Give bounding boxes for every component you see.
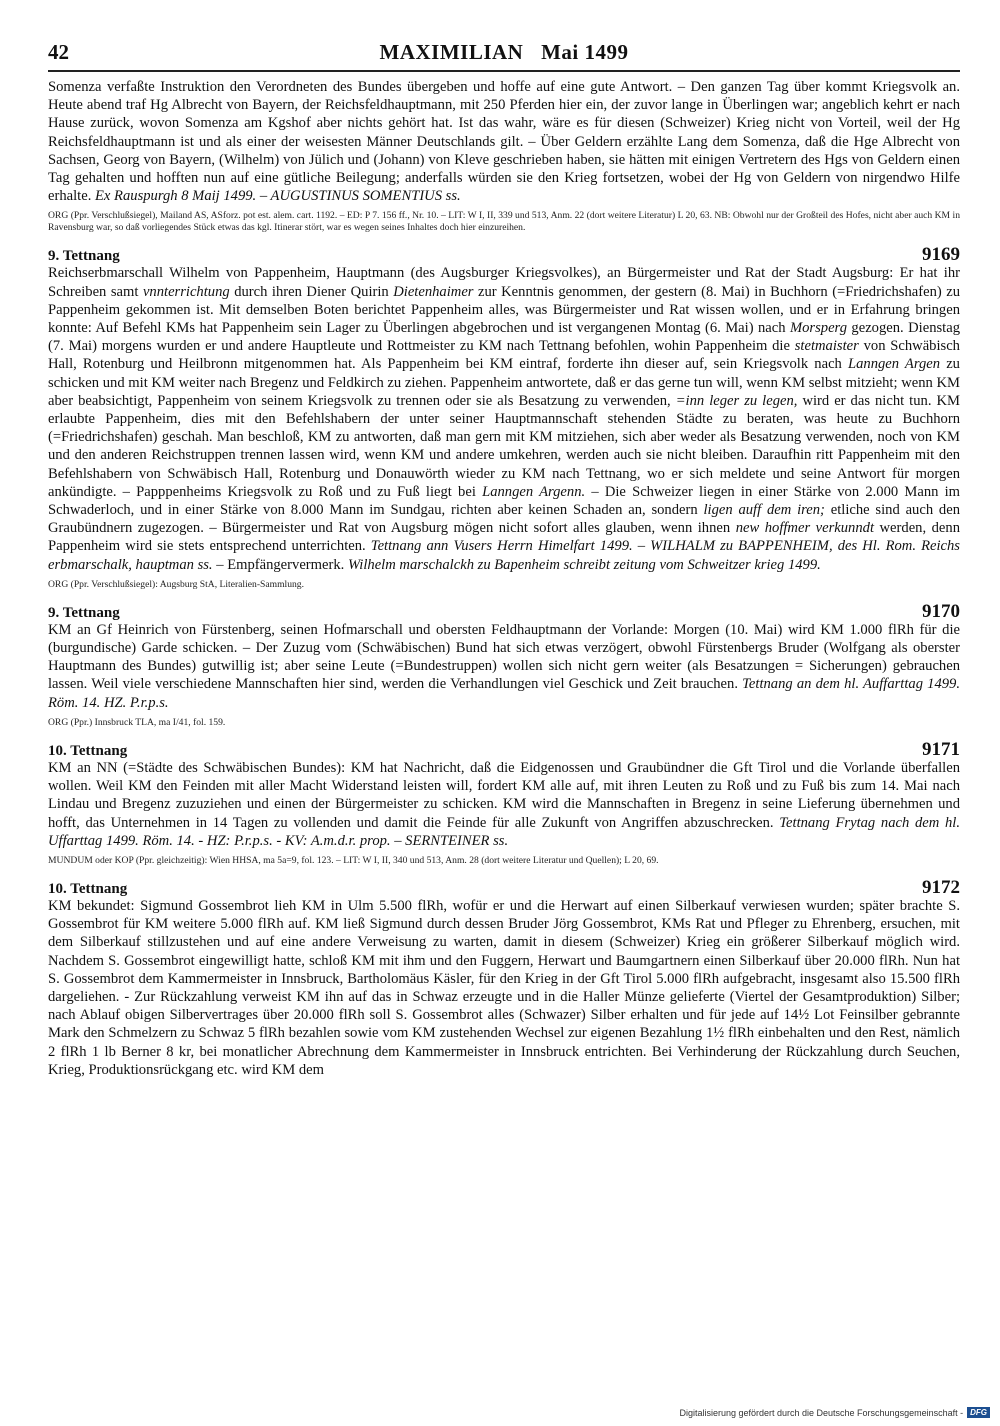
entry — [48, 244, 960, 590]
entry-text-segment: – Empfängervermerk. — [212, 556, 348, 573]
entry-text-segment: zu schicken und mit KM weiter nach Bregenz und Feldkirch zu ziehen. Pappenheim antwortete, daß er das gerne tun will, wenn KM selbst mitzieht; wenn KM aber beabsichtigt, Pappenheim von seinem Kriegsvolk zu trennen oder sie als Besatzung zu verwenden, — [48, 356, 960, 409]
entry-text-italic: Lanngen Argen — [847, 356, 941, 373]
entry-text-italic: Tettnang Frytag nach dem hl. Uffarttag 1499. Röm. 14. - HZ: P.r.p.s. - KV: A.m.d.r. prop. – SERNTEINER ss. — [48, 814, 960, 849]
entry-place-date: 9. Tettnang — [48, 248, 120, 265]
footer — [679, 1407, 990, 1418]
running-title — [48, 40, 960, 65]
entry — [48, 601, 960, 729]
entry-text-segment: wird er das nicht tun. KM erlaubte Pappenheim, dies mit den Befehlshabern der unter seiner Hauptmannschaft stehenden Städte zu beraten, was heute zu Buchhorn (=Friedrichshafen) geschah. Man beschloß, KM zu antworten, daß man gern mit KM mitziehen, sich aber weder als Besatzung verwenden, noch von KM und den anderen Reichstruppen trennen lassen wird, wenn KM und andere umkehren, werden auch sie nicht bleiben. Daraufhin ritt Pappenheim mit den Befehlshabern von Schwäbisch Hall, Rotenburg und Donauwörth wieder zu KM nach Tettnang, wo er sich meldete und seine Antwort für morgen ankündigte. – Papppenheims Kriegsvolk zu Roß und zu Fuß liegt bei — [48, 392, 961, 500]
footer-text: Digitalisierung gefördert durch die Deutsche Forschungsgemeinschaft - — [679, 1407, 964, 1418]
entry-text — [48, 621, 960, 712]
entry — [48, 877, 960, 1079]
running-header — [48, 40, 960, 72]
entry-place-date: 10. Tettnang — [48, 742, 128, 759]
entry-text-italic: Dietenhaimer — [393, 283, 474, 300]
entry-heading — [48, 244, 960, 264]
page-number: 42 — [48, 40, 69, 64]
entry-text-segment: KM an NN (=Städte des Schwäbischen Bundes): KM hat Nachricht, daß die Eidgenossen und Graubündner die Gft Tirol und die Vorlande überfallen wollen. Weil KM den Feinden mit aller Macht Widerstand leisten will, fordert KM alle auf, mit ihren Leuten zu Roß und zu Fuß bis zum 14. Mai nach Lindau und Bregenz zuzuziehen und einen der Bürgermeister zu schicken. KM wird die Mannschaften in Bregenz in seine Lieferung übernehmen und hofft, das Unternehmen in 14 Tagen zu vollenden und damit die Feinde für alle Zukunft von Angriffen abzuschrecken. — [48, 759, 960, 831]
entry-place-date: 9. Tettnang — [48, 604, 120, 621]
dfg-logo: DFG — [967, 1407, 990, 1418]
entry-text-segment: zur Kenntnis genommen, der gestern (8. Mai) in Buchhorn (=Friedrichshafen) zu Pappenheim gekommen ist. Mit demselben Boten berichtet Pappenheim alles, was Bürgermeister und Rat wissen wollen, und er in Erfahrung bringen konnte: Auf Befehl KMs hat Pappenheim sein Lager zu Überlingen abgebrochen und ist vergangenen Montag (6. Mai) nach — [48, 283, 961, 337]
entry-number: 9170 — [922, 600, 960, 622]
intro-paragraph — [48, 78, 960, 205]
entry-text-italic: Tettnang ann Vusers Herrn Himelfart 1499. – WILHALM zu BAPPENHEIM, des Hl. Rom. Reichs erbmarschalk, hauptman ss. — [48, 538, 960, 573]
entry-text-segment: etliche sind auch den Graubündnern zugezogen. – Bürgermeister und Rat von Augsburg mögen nicht sofort alles glauben, wenn ihnen — [48, 502, 961, 537]
entry-text-italic: ligen auff dem iren; — [703, 502, 825, 519]
entry-number: 9172 — [922, 876, 960, 898]
entry-text — [48, 264, 960, 573]
entry-heading — [48, 739, 960, 759]
header-name: MAXIMILIAN — [379, 40, 524, 64]
entry-heading — [48, 877, 960, 897]
entry-text — [48, 759, 960, 850]
entry-text-segment: – Die Schweizer liegen in einer Stärke von 2.000 Mann im Schwaderloch, und in einer Stärke von 8.000 Mann im Sundgau, richten aber keinen Schaden an, sondern — [48, 483, 961, 519]
entry-text-segment: durch ihren Diener Quirin — [229, 283, 394, 300]
entry-text-italic: vnnterrichtung — [142, 283, 230, 300]
entry-text-italic: stetmaister — [794, 338, 859, 355]
entry-text — [48, 897, 960, 1079]
intro-text: Somenza verfaßte Instruktion den Verordneten des Bundes übergeben und hoffe auf eine gute Antwort. – Den ganzen Tag über kommt Kriegsvolk an. Heute abend traf Hg Albrecht von Bayern, der Reichsfeldhauptmann, mit 250 Pferden hier ein, der zuvor lange in Überlingen war; angeblich kehrt er nach Hause zurück, wovon Somenza am Kgshof aber nichts gehört hat. Ist das wahr, wäre es für diesen (Schweizer) Krieg nicht von Vorteil, weil der Hg Reichsfeldhauptmann ist und als einer der weisesten Männer Deutschlands gilt. – Über Geldern erzählte Lang dem Somenza, daß die Hge Albrecht von Sachsen, Georg von Bayern, (Wilhelm) von Jülich und (Johann) von Kleve geschrieben haben, sie hätten mit einigen Vertretern des Hgs von Geldern einen Tag gehalten und hofften nun auf eine gütliche Beilegung; anderfalls würden sie den Krieg fortsetzen, wobei der Hg von Geldern von nirgendwo Hilfe erhalte. — [48, 79, 960, 205]
entry-heading — [48, 601, 960, 621]
entries-list — [48, 244, 960, 1079]
entry-text-segment: KM an Gf Heinrich von Fürstenberg, seinen Hofmarschall und obersten Feldhauptmann der Vorlande: Morgen (10. Mai) wird KM 1.000 flRh für die (burgundische) Garde schicken. – Der Zuzug vom (Schwäbischen) Bund hat sich etwas verzögert, obwohl Fürstenbergs Bruder (Wolfgang als oberster Hauptmann des Bundes) gutwillig ist; aber seine Leute (=Bundestruppen) wollen sich nicht gern weiter (als Besatzungen = Sicherungen) gebrauchen lassen. Weil viele verschiedene Mannschaften hier sind, werden die Verhandlungen viel Geschick und Zeit brauchen. — [48, 621, 960, 693]
entry-number: 9169 — [922, 244, 960, 266]
entry-note: ORG (Ppr. Verschlußsiegel): Augsburg StA, Literalien-Sammlung. — [48, 578, 304, 590]
entry-text-segment: KM bekundet: Sigmund Gossembrot lieh KM in Ulm 5.500 flRh, wofür er und die Herwart auf einen Silberkauf verwiesen wurden; später brachte S. Gossembrot für KM weitere 5.000 flRh auf. KM ließ Sigmund durch dessen Bruder Jörg Gossembrot, KMs Rat und Pfleger zu Ehrenberg, ersuchen, mit dem Silberkauf stillzustehen und auf eine andere Verweisung zu warten, damit in diesem (Schweizer) Krieg ein größerer Silberkauf möglich wird. Nachdem S. Gossembrot eingewilligt hatte, schloß KM mit ihm und den Fuggern, Herwart und Baumgartnern einen Silberkauf über 20.000 flRh. Nun hat S. Gossembrot dem Kammermeister in Innsbruck, Bartholomäus Käsler, für den Krieg in der Gft Tirol 5.000 flRh aufgebracht, insgesamt also 15.500 flRh dargeliehen. - Zur Rückzahlung verweist KM ihn auf das in Schwaz erzeugte und in die Haller Münze gelieferte (Viertel der Gesamtproduktion) Silber; nach Ablauf obigen Silbervertrages über 20.000 flRh soll S. Gossembrot alles (Schwazer) Silber erhalten und für jede auf 14½ Lot Feinsilber gebrannte Mark den Schmelzern zu Schwaz 5 flRh bezahlen sowie vom KM zustehenden Wechsel zur eigenen Bezahlung 1½ flRh einbehalten und den Rest, nämlich 2 flRh 1 lb Berner 8 kr, bei monatlicher Abrechnung dem Kammermeister in Innsbruck entrichten. Bei Verhinderung der Rückzahlung durch Seuchen, Krieg, Produktionsrückgang etc. wird KM dem — [48, 897, 960, 1078]
entry-place-date: 10. Tettnang — [48, 880, 128, 897]
entry-text-segment: gezogen. Dienstag (7. Mai) morgens wurden er und andere Hauptleute und Rottmeister zu KM nach Tettnang befohlen, wohin Pappenheim die — [48, 320, 960, 355]
intro-note: ORG (Ppr. Verschlußsiegel), Mailand AS, ASforz. pot est. alem. cart. 1192. – ED: P 7. 156 ff., Nr. 10. – LIT: W I, II, 339 und 513, Anm. 22 (dort weitere Literatur) L 20, 63. NB: Obwohl nur der Großteil des Hofes, nicht aber auch KM in Ravensburg war, so daß vorliegendes Stück etwas das kgl. Itinerar stört, war es wegen seines Inhaltes doch hier einzureihen. — [48, 210, 960, 234]
intro-signature: Ex Rauspurgh 8 Maij 1499. – AUGUSTINUS SOMENTIUS ss. — [95, 188, 461, 205]
page — [48, 40, 960, 1079]
entry-note: MUNDUM oder KOP (Ppr. gleichzeitig): Wien HHSA, ma 5a=9, fol. 123. – LIT: W I, II, 340 und 513, Anm. 28 (dort weitere Literatur und Quellen); L 20, 69. — [48, 854, 659, 866]
entry-number: 9171 — [922, 738, 960, 760]
entry-text-italic: Tettnang an dem hl. Auffarttag 1499. Röm. 14. HZ. P.r.p.s. — [48, 676, 960, 711]
entry-note: ORG (Ppr.) Innsbruck TLA, ma I/41, fol. 159. — [48, 716, 226, 728]
header-date: Mai 1499 — [541, 40, 629, 64]
entry-text-italic: =inn leger zu legen, — [675, 392, 798, 409]
entry-text-italic: Morsperg — [789, 320, 847, 337]
entry-text-italic: new hoffmer verkunndt — [735, 520, 874, 537]
entry-text-segment: werden, denn Pappenheim wird sie stets entsprechend unterrichten. — [48, 520, 960, 555]
entry — [48, 739, 960, 867]
entry-text-segment: von Schwäbisch Hall, Rotenburg und Heilbronn mitgenommen hat. Als Pappenheim bei KM eintraf, forderte ihn dieser auf, sein Kriegsvolk nach — [48, 338, 960, 373]
entry-text-segment: Reichserbmarschall Wilhelm von Pappenheim, Hauptmann (des Augsburger Kriegsvolkes), an Bürgermeister und Rat der Stadt Augsburg: Er hat ihr Schreiben samt — [48, 265, 960, 300]
entry-text-italic: Wilhelm marschalckh zu Bapenheim schreibt zeitung vom Schweitzer krieg 1499. — [347, 556, 821, 573]
entry-text-italic: Lanngen Argenn. — [482, 483, 586, 500]
